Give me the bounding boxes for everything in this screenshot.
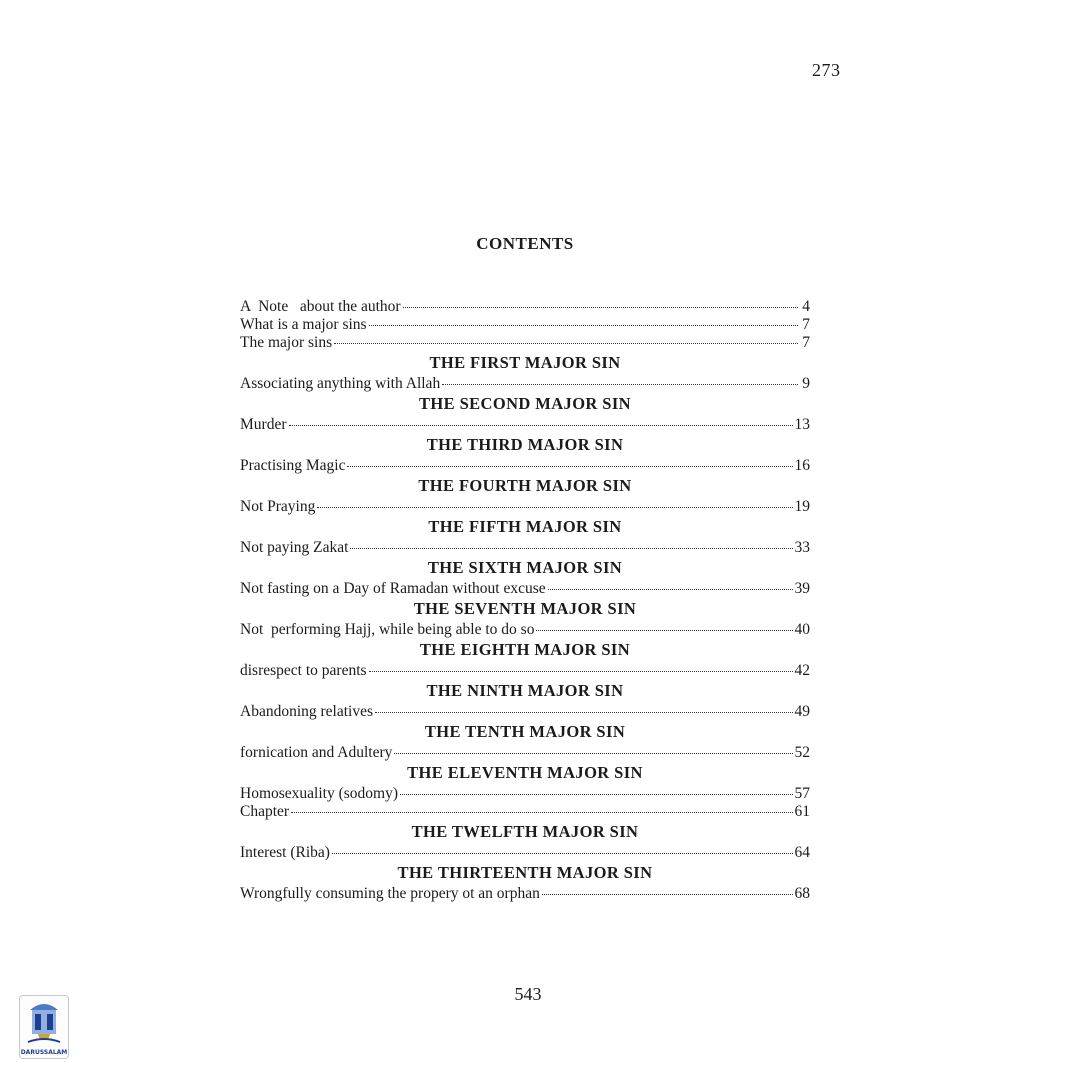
dot-leader [394, 752, 792, 754]
toc-entry-label: What is a major sins [240, 316, 367, 333]
toc-entry-label: Not paying Zakat [240, 539, 349, 556]
toc-entry-label: disrespect to parents [240, 662, 367, 679]
table-of-contents [240, 298, 810, 903]
toc-entry [240, 744, 810, 762]
section-heading: THE FOURTH MAJOR SIN [418, 476, 632, 495]
toc-entry [240, 580, 810, 598]
dot-leader [291, 811, 792, 813]
toc-entry-label: Homosexuality (sodomy) [240, 785, 398, 802]
toc-entry-label: Interest (Riba) [240, 844, 330, 861]
toc-entry [240, 498, 810, 516]
toc-entry-page: 42 [794, 662, 810, 679]
toc-entry-page: 52 [794, 744, 810, 761]
toc-entry-page: 4 [802, 298, 810, 315]
toc-entry-page: 57 [794, 785, 810, 802]
dot-leader [369, 324, 798, 326]
section-heading: THE EIGHTH MAJOR SIN [419, 640, 631, 659]
toc-entry-page: 7 [802, 334, 810, 351]
toc-entry-label: Practising Magic [240, 457, 346, 474]
dot-leader [347, 465, 792, 467]
toc-entry-label: Wrongfully consuming the propery ot an orphan [240, 885, 540, 902]
dot-leader [442, 383, 798, 385]
toc-entry [240, 457, 810, 475]
toc-entry-label: Not fasting on a Day of Ramadan without excuse [240, 580, 546, 597]
page-number-top: 273 [812, 60, 841, 80]
toc-entry-label: The major sins [240, 334, 333, 351]
dot-leader [548, 588, 793, 590]
toc-entry-label: Abandoning relatives [240, 703, 374, 720]
toc-entry [240, 539, 810, 557]
toc-entry-label: A Note about the author [240, 298, 401, 315]
page-number-bottom: 543 [514, 984, 542, 1004]
section-heading: THE TWELFTH MAJOR SIN [411, 822, 639, 841]
toc-entry-page: 64 [794, 844, 810, 861]
dot-leader [289, 424, 793, 426]
toc-entry [240, 885, 810, 903]
toc-entry-page: 33 [794, 539, 810, 556]
dot-leader [375, 711, 792, 713]
dot-leader [332, 852, 793, 854]
toc-entry [240, 844, 810, 862]
dot-leader [536, 629, 792, 631]
toc-entry-page: 39 [794, 580, 810, 597]
toc-entry-page: 16 [794, 457, 810, 474]
toc-entry [240, 703, 810, 721]
section-heading: THE SEVENTH MAJOR SIN [413, 599, 637, 618]
dot-leader [542, 893, 793, 895]
dot-leader [334, 342, 798, 344]
section-heading: THE FIRST MAJOR SIN [429, 353, 621, 372]
dot-leader [350, 547, 792, 549]
toc-entry-label: Not performing Hajj, while being able to do so [240, 621, 535, 638]
section-heading: THE SIXTH MAJOR SIN [427, 558, 623, 577]
toc-entry [240, 416, 810, 434]
logo-wordmark: DARUSSALAM [20, 1049, 68, 1056]
dot-leader [369, 670, 793, 672]
section-heading: THE THIRD MAJOR SIN [426, 435, 624, 454]
darussalam-logo-icon [19, 995, 69, 1059]
toc-entry-label: Chapter [240, 803, 290, 820]
toc-entry [240, 621, 810, 639]
toc-entry-label: Murder [240, 416, 287, 433]
contents-title: CONTENTS [476, 234, 574, 253]
section-heading: THE FIFTH MAJOR SIN [428, 517, 622, 536]
toc-entry-label: Associating anything with Allah [240, 375, 441, 392]
section-heading: THE TENTH MAJOR SIN [424, 722, 626, 741]
dot-leader [403, 306, 798, 308]
toc-entry [240, 803, 810, 821]
section-heading: THE THIRTEENTH MAJOR SIN [397, 863, 653, 882]
toc-entry-label: fornication and Adultery [240, 744, 393, 761]
section-heading: THE NINTH MAJOR SIN [426, 681, 624, 700]
section-heading: THE SECOND MAJOR SIN [419, 394, 631, 413]
dot-leader [400, 793, 793, 795]
dot-leader [317, 506, 792, 508]
toc-entry [240, 316, 810, 334]
toc-entry [240, 662, 810, 680]
toc-entry-page: 40 [794, 621, 810, 638]
section-heading: THE ELEVENTH MAJOR SIN [407, 763, 643, 782]
toc-entry [240, 375, 810, 393]
toc-entry-page: 68 [794, 885, 810, 902]
toc-entry-page: 13 [794, 416, 810, 433]
toc-entry [240, 785, 810, 803]
toc-entry [240, 298, 810, 316]
toc-entry-page: 49 [794, 703, 810, 720]
toc-entry-page: 9 [802, 375, 810, 392]
toc-entry-page: 61 [794, 803, 810, 820]
toc-entry [240, 334, 810, 352]
toc-entry-label: Not Praying [240, 498, 316, 515]
toc-entry-page: 7 [802, 316, 810, 333]
toc-entry-page: 19 [794, 498, 810, 515]
